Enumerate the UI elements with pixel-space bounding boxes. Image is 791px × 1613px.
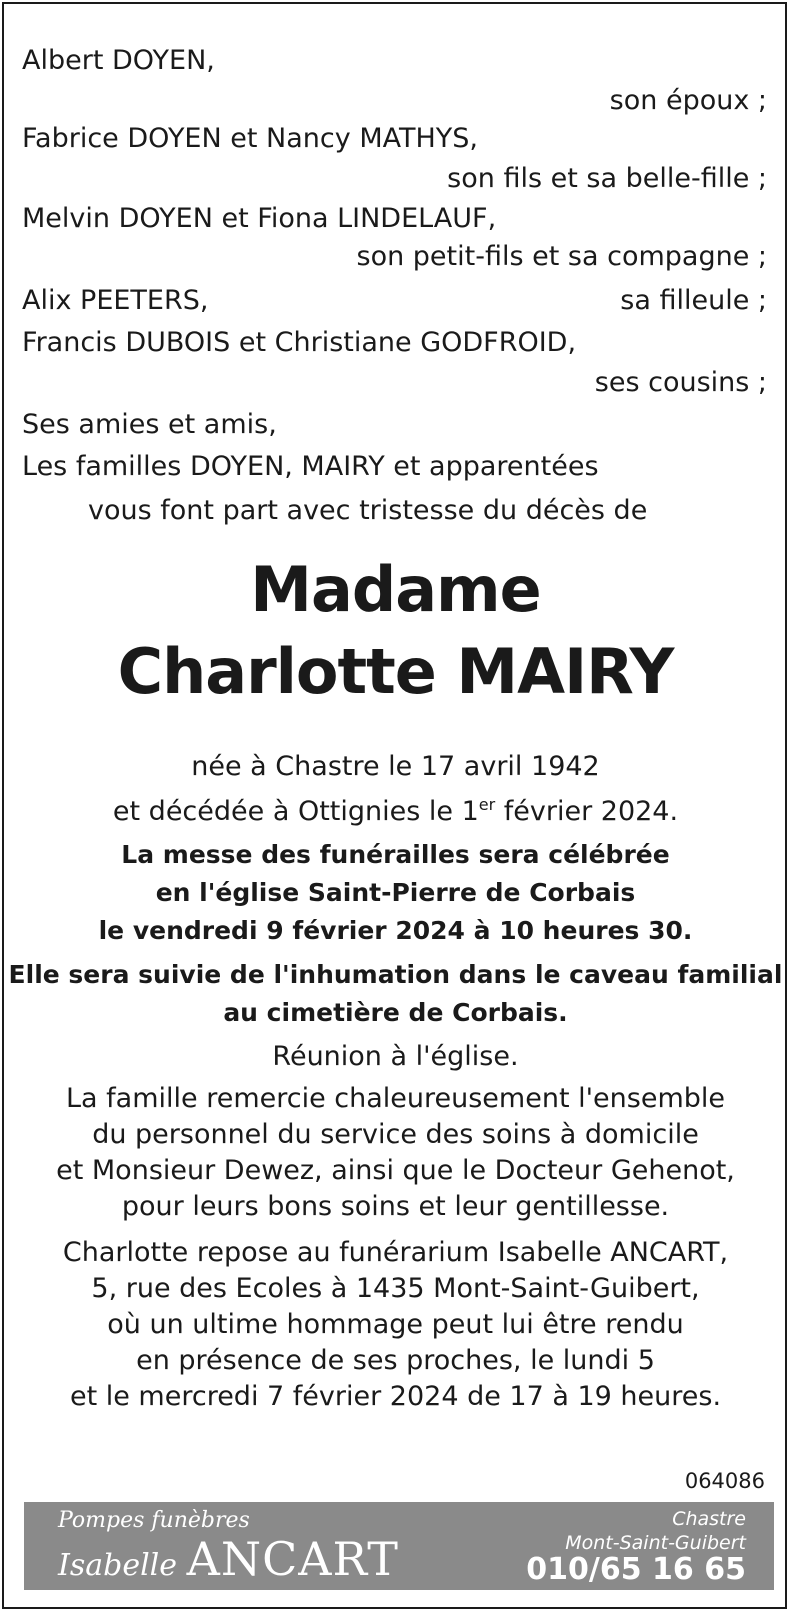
banner-first-name: Isabelle: [58, 1548, 178, 1583]
family-role: son fils et sa belle-fille ;: [447, 163, 767, 194]
reference-number: 064086: [684, 1469, 765, 1493]
families-line: Les familles DOYEN, MAIRY et apparentées: [22, 451, 599, 482]
family-name: Melvin DOYEN et Fiona LINDELAUF,: [22, 203, 497, 234]
burial-line: Elle sera suivie de l'inhumation dans le caveau familial: [8, 960, 783, 989]
funeral-home-banner: [24, 1502, 774, 1590]
birth-line: née à Chastre le 17 avril 1942: [191, 751, 600, 782]
repose-line: 5, rue des Ecoles à 1435 Mont-Saint-Guibert,: [91, 1273, 700, 1304]
death-sup: er: [478, 795, 496, 814]
thanks-line: La famille remercie chaleureusement l'ensemble: [65, 1083, 725, 1114]
thanks-line: du personnel du service des soins à domicile: [92, 1119, 699, 1150]
family-name: Alix PEETERS,: [22, 285, 209, 316]
repose-line: Charlotte repose au funérarium Isabelle ANCART,: [62, 1237, 729, 1268]
family-name: Fabrice DOYEN et Nancy MATHYS,: [22, 123, 478, 154]
family-role: ses cousins ;: [594, 367, 767, 398]
reunion-line: Réunion à l'église.: [272, 1041, 519, 1072]
banner-last-name: ANCART: [186, 1532, 399, 1586]
banner-name: [58, 1532, 399, 1586]
mass-line: le vendredi 9 février 2024 à 10 heures 30.: [98, 916, 693, 945]
announce-line: vous font part avec tristesse du décès de: [88, 495, 648, 526]
title: Madame: [250, 553, 541, 626]
banner-phone: 010/65 16 65: [526, 1552, 746, 1587]
repose-line: et le mercredi 7 février 2024 de 17 à 19 heures.: [69, 1381, 722, 1412]
death-line: [4, 788, 787, 829]
family-name: Francis DUBOIS et Christiane GODFROID,: [22, 327, 577, 358]
thanks-line: pour leurs bons soins et leur gentillesse.: [121, 1191, 670, 1222]
mass-line: en l'église Saint-Pierre de Corbais: [155, 878, 636, 907]
friends-line: Ses amies et amis,: [22, 409, 277, 440]
family-role: son petit-fils et sa compagne ;: [356, 241, 767, 272]
banner-line1: Pompes funèbres: [58, 1508, 250, 1533]
repose-line: où un ultime hommage peut lui être rendu: [107, 1309, 684, 1340]
deceased-name: Charlotte MAIRY: [117, 635, 674, 708]
death-prefix: et décédée à Ottignies le 1: [112, 796, 479, 827]
thanks-line: et Monsieur Dewez, ainsi que le Docteur Gehenot,: [56, 1155, 735, 1186]
family-name: Albert DOYEN,: [22, 45, 215, 76]
banner-town2: Mont-Saint-Guibert: [565, 1532, 746, 1554]
obituary-notice: [4, 4, 787, 1609]
burial-line: au cimetière de Corbais.: [223, 998, 568, 1027]
family-role: son époux ;: [609, 85, 767, 116]
banner-town1: Chastre: [672, 1508, 746, 1530]
mass-line: La messe des funérailles sera célébrée: [121, 840, 670, 869]
family-role: sa filleule ;: [620, 285, 767, 316]
repose-line: en présence de ses proches, le lundi 5: [136, 1345, 655, 1376]
death-suffix: février 2024.: [495, 796, 679, 827]
